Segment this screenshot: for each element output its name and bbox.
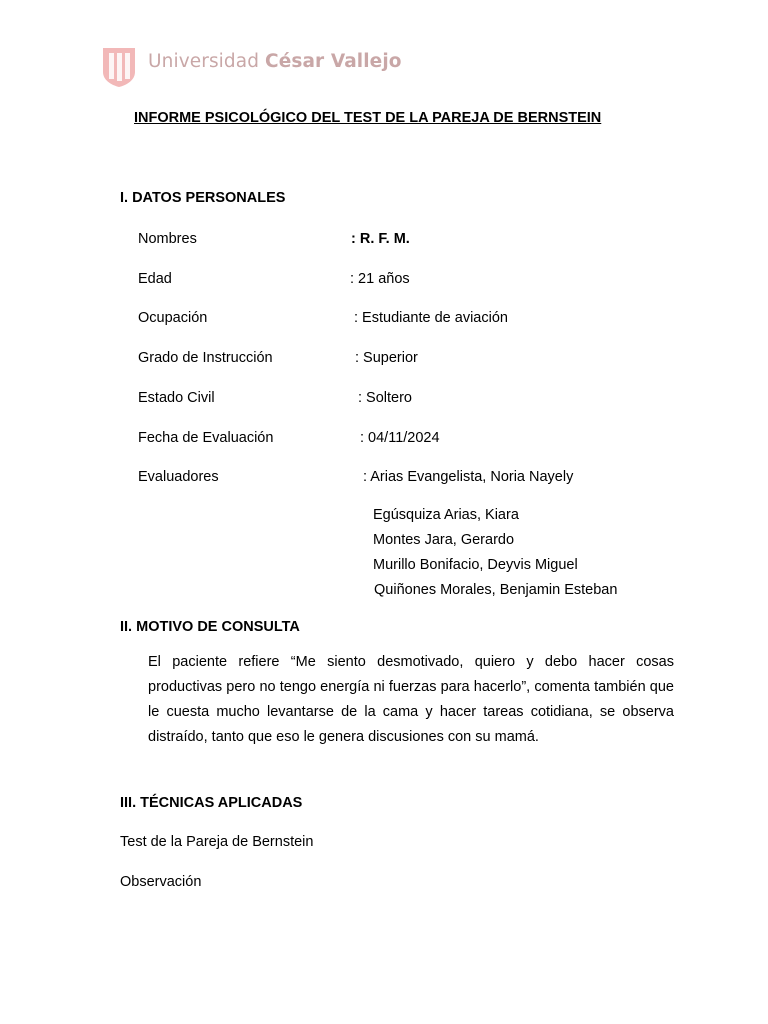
evaluator-name: Montes Jara, Gerardo (373, 532, 515, 548)
technique-item: Test de la Pareja de Bernstein (120, 834, 314, 850)
section-heading-consultation-reason: II. MOTIVO DE CONSULTA (120, 619, 300, 635)
technique-item: Observación (120, 874, 202, 890)
university-name: Universidad César Vallejo (148, 51, 402, 72)
field-value: : Soltero (358, 390, 412, 406)
field-label: Evaluadores (138, 469, 219, 485)
evaluator-name: Murillo Bonifacio, Deyvis Miguel (373, 557, 578, 573)
evaluators-list (373, 503, 617, 603)
field-label: Ocupación (138, 310, 208, 326)
evaluator-name: Egúsquiza Arias, Kiara (373, 507, 519, 523)
section-heading-applied-techniques: III. TÉCNICAS APLICADAS (120, 795, 303, 811)
field-label: Nombres (138, 231, 197, 247)
consultation-paragraph: El paciente refiere “Me siento desmotivado, quiero y debo hacer cosas productivas pero no tengo energía ni fuerzas para hacerlo”, comenta también que le cuesta mucho levantarse de la cama y hacer tareas cotidiana, se observa distraído, tanto que eso le genera discusiones con su mamá. (148, 654, 674, 745)
field-value: : Superior (355, 350, 418, 366)
field-label: Edad (138, 271, 172, 287)
field-label: Estado Civil (138, 390, 215, 406)
field-label: Fecha de Evaluación (138, 430, 274, 446)
field-value: : R. F. M. (351, 231, 410, 247)
university-shield-icon (101, 46, 137, 88)
field-value: : Estudiante de aviación (354, 310, 508, 326)
section-heading-personal-data: I. DATOS PERSONALES (120, 190, 286, 206)
report-title: INFORME PSICOLÓGICO DEL TEST DE LA PAREJA DE BERNSTEIN (134, 110, 602, 126)
evaluator-name: Quiñones Morales, Benjamin Esteban (374, 582, 618, 598)
field-value: : 21 años (350, 271, 410, 287)
field-label: Grado de Instrucción (138, 350, 273, 366)
field-value: : 04/11/2024 (360, 430, 440, 446)
field-value: : Arias Evangelista, Noria Nayely (363, 469, 574, 485)
